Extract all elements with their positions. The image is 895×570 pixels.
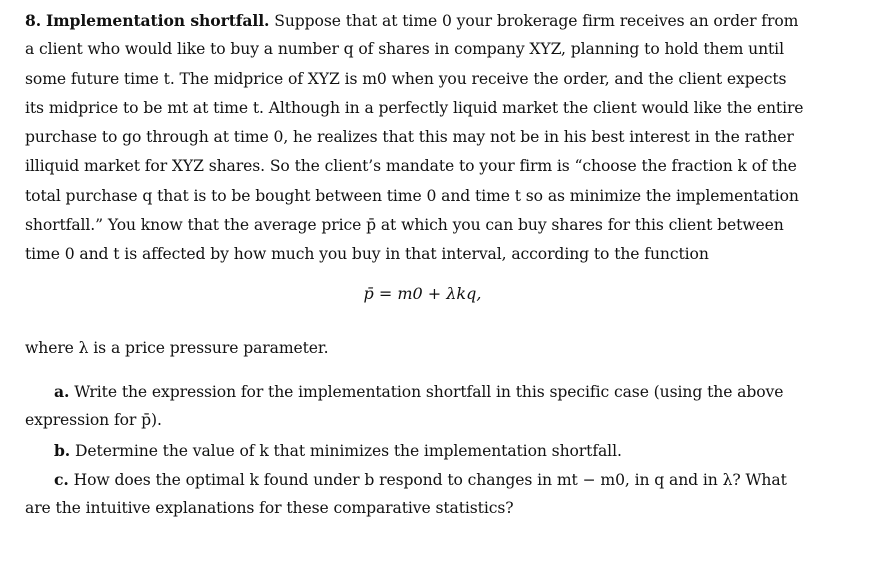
part-a-line-1 (25, 377, 820, 406)
problem-text-line: its midprice to be mt at time t. Although in a perfectly liquid market the client would like the entire (25, 98, 804, 117)
part-a-text-line: expression for p̄). (25, 411, 162, 430)
equation-text: p̄ = m0 + λkq, (363, 283, 482, 303)
problem-text-line: time 0 and t is affected by how much you buy in that interval, according to the function (25, 245, 709, 264)
part-a-label: a. (54, 381, 70, 401)
part-b-text: Determine the value of k that minimizes the implementation shortfall. (75, 441, 622, 460)
price-equation (25, 276, 820, 312)
problem-line-1 (25, 6, 820, 35)
problem-number: 8. (25, 11, 42, 30)
part-c-text-line: are the intuitive explanations for these comparative statistics? (25, 499, 514, 518)
after-equation-text: where λ is a price pressure parameter. (25, 338, 329, 357)
problem-text-line: a client who would like to buy a number q of shares in company XYZ, planning to hold them until (25, 40, 784, 59)
paragraph-gap (25, 363, 820, 377)
part-c-line-1 (25, 465, 820, 494)
problem-text-line: some future time t. The midprice of XYZ is m0 when you receive the order, and the client expects (25, 69, 787, 88)
part-a-text: Write the expression for the implementation shortfall in this specific case (using the above (74, 382, 784, 401)
problem-text-line: illiquid market for XYZ shares. So the client’s mandate to your firm is “choose the fraction k of the (25, 157, 797, 176)
problem-text-line: shortfall.” You know that the average price p̄ at which you can buy shares for this client between (25, 216, 784, 235)
problem-title: Implementation shortfall. (45, 11, 270, 30)
problem-text-line: total purchase q that is to be bought between time 0 and time t so as minimize the implementation (25, 186, 799, 205)
problem-text-line: purchase to go through at time 0, he realizes that this may not be in his best interest in the rather (25, 128, 794, 147)
part-c-text: How does the optimal k found under b respond to changes in mt − m0, in q and in λ? What (73, 470, 787, 489)
problem-text-line: Suppose that at time 0 your brokerage firm receives an order from (274, 12, 799, 30)
problem-text (25, 6, 820, 523)
part-c-label: c. (54, 469, 69, 489)
part-b-line-1 (25, 436, 820, 465)
part-b-label: b. (54, 440, 71, 460)
